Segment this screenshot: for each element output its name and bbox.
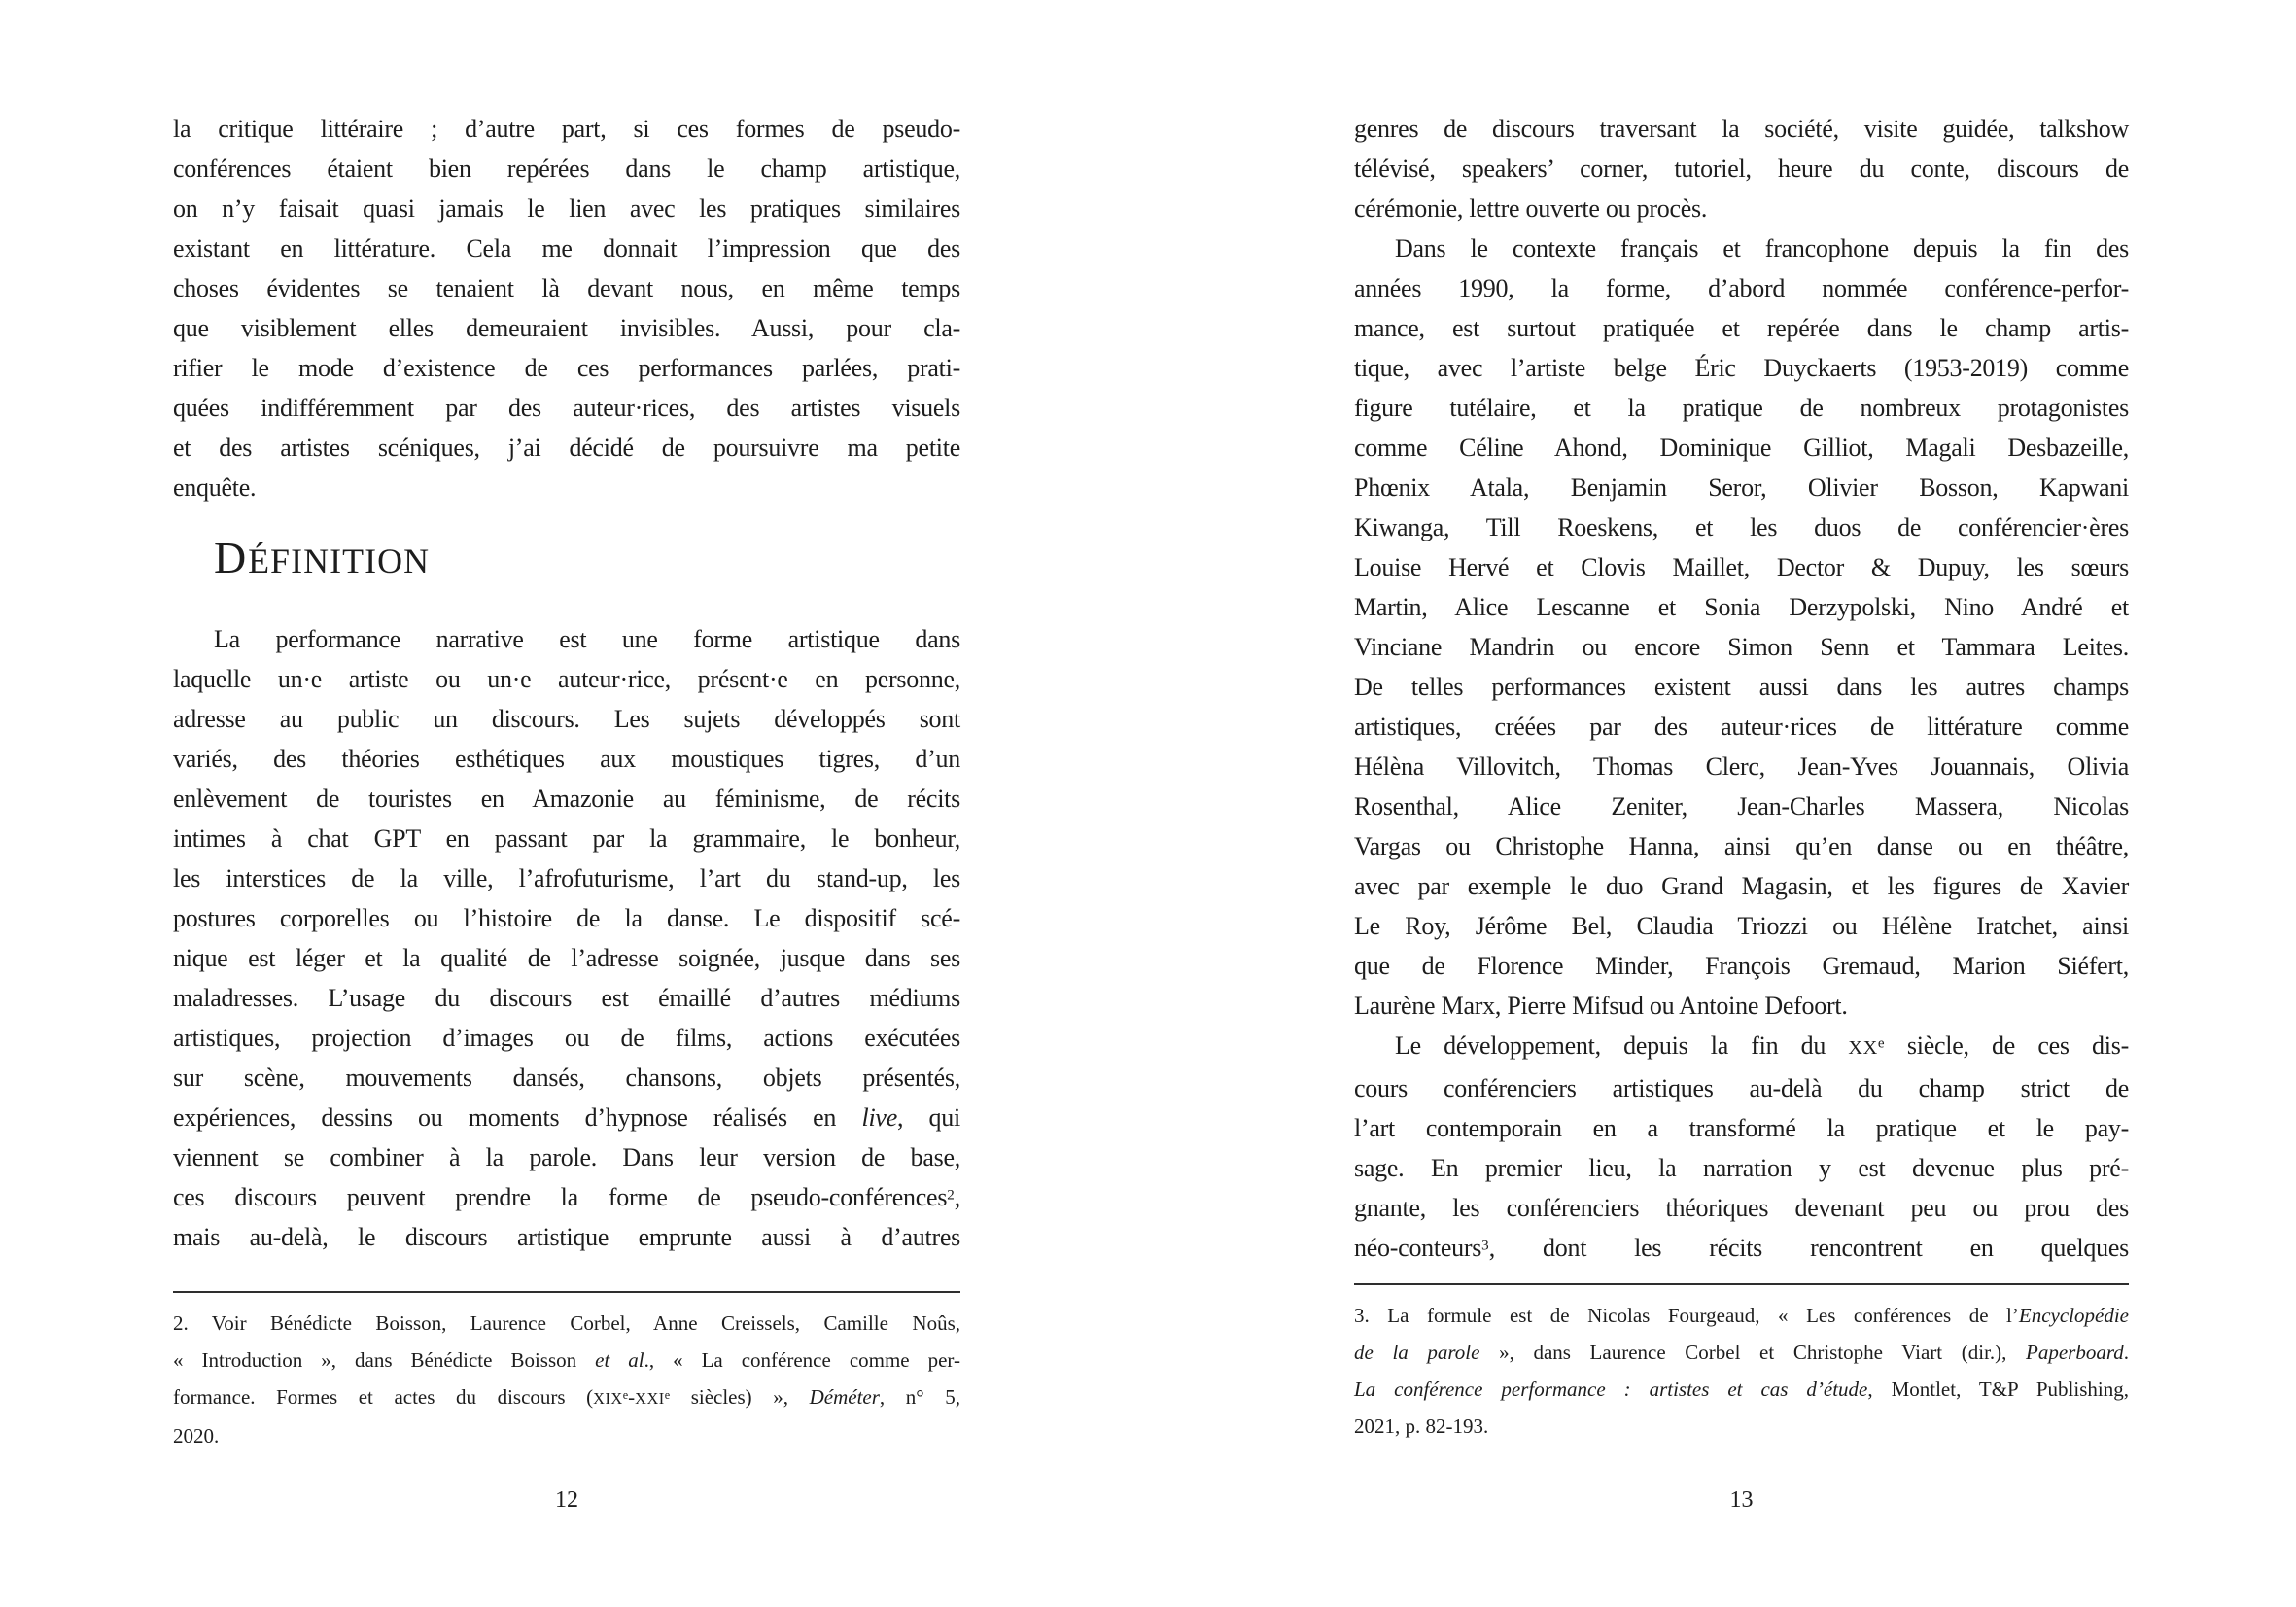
text-line: genres de discours traversant la société, visite guidée, talkshow (1354, 115, 2129, 143)
text-line: figure tutélaire, et la pratique de nombreux protagonistes (1354, 394, 2129, 422)
page-number-right: 13 (1729, 1487, 1754, 1513)
text-line: expériences, dessins ou moments d’hypnose réalisés en live, qui (173, 1103, 960, 1132)
text-line: Martin, Alice Lescanne et Sonia Derzypolski, Nino André et (1354, 593, 2129, 621)
text-line: Phœnix Atala, Benjamin Seror, Olivier Bosson, Kapwani (1354, 473, 2129, 502)
body-paragraph-context (1354, 228, 2129, 1026)
text-line: mance, est surtout pratiquée et repérée dans le champ artis- (1354, 314, 2129, 342)
text-line: Kiwanga, Till Roeskens, et les duos de conférencier·ères (1354, 513, 2129, 541)
text-line: postures corporelles ou l’histoire de la danse. Le dispositif scé- (173, 904, 960, 932)
body-paragraph-genres (1354, 109, 2129, 228)
text-line: 2. Voir Bénédicte Boisson, Laurence Corbel, Anne Creissels, Camille Noûs, (173, 1311, 960, 1335)
text-line: années 1990, la forme, d’abord nommée conférence-perfor- (1354, 274, 2129, 302)
footnote-2 (173, 1305, 960, 1454)
text-line: Hélèna Villovitch, Thomas Clerc, Jean-Yves Jouannais, Olivia (1354, 752, 2129, 781)
text-line: enlèvement de touristes en Amazonie au féminisme, de récits (173, 785, 960, 813)
text-line: intimes à chat GPT en passant par la grammaire, le bonheur, (173, 824, 960, 853)
text-line: variés, des théories esthétiques aux moustiques tigres, d’un (173, 745, 960, 773)
text-line: Rosenthal, Alice Zeniter, Jean-Charles Massera, Nicolas (1354, 792, 2129, 821)
text-line: sur scène, mouvements dansés, chansons, objets présentés, (173, 1064, 960, 1092)
text-line: artistiques, créées par des auteur·rices de littérature comme (1354, 713, 2129, 741)
text-line: de la parole », dans Laurence Corbel et Christophe Viart (dir.), Paperboard. (1354, 1341, 2129, 1364)
text-line: que de Florence Minder, François Gremaud, Marion Siéfert, (1354, 952, 2129, 980)
text-line: télévisé, speakers’ corner, tutoriel, heure du conte, discours de (1354, 155, 2129, 183)
text-line: néo-conteurs$^3$, dont les récits rencontrent en quelques (1354, 1234, 2129, 1262)
text-line: on n’y faisait quasi jamais le lien avec les pratiques similaires (173, 194, 960, 223)
text-line: tique, avec l’artiste belge Éric Duyckaerts (1953-2019) comme (1354, 354, 2129, 382)
text-line: comme Céline Ahond, Dominique Gilliot, Magali Desbazeille, (1354, 434, 2129, 462)
text-line: 2020. (173, 1424, 220, 1448)
text-line: mais au-delà, le discours artistique emprunte aussi à d’autres (173, 1223, 960, 1251)
text-line: 3. La formule est de Nicolas Fourgeaud, « Les conférences de l’Encyclopédie (1354, 1304, 2129, 1327)
text-line: enquête. (173, 473, 257, 502)
text-line: avec par exemple le duo Grand Magasin, et les figures de Xavier (1354, 872, 2129, 900)
text-line: que visiblement elles demeuraient invisibles. Aussi, pour cla- (173, 314, 960, 342)
text-line: La conférence performance : artistes et cas d’étude, Montlet, T&P Publishing, (1354, 1378, 2129, 1401)
text-line: « Introduction », dans Bénédicte Boisson et al., « La conférence comme per- (173, 1348, 961, 1372)
text-line: 2021, p. 82-193. (1354, 1415, 1489, 1438)
text-line: adresse au public un discours. Les sujets développés sont (173, 705, 960, 733)
text-line: la critique littéraire ; d’autre part, si ces formes de pseudo- (173, 115, 960, 143)
text-line: viennent se combiner à la parole. Dans leur version de base, (173, 1143, 960, 1171)
text-line: artistiques, projection d’images ou de films, actions exécutées (173, 1024, 960, 1052)
text-line: sage. En premier lieu, la narration y est devenue plus pré- (1354, 1154, 2129, 1182)
text-line: gnante, les conférenciers théoriques devenant peu ou prou des (1354, 1194, 2129, 1222)
text-line: La performance narrative est une forme artistique dans (214, 625, 960, 653)
body-paragraph-definition (173, 619, 960, 1257)
text-line: Dans le contexte français et francophone depuis la fin des (1395, 234, 2129, 262)
text-line: cérémonie, lettre ouverte ou procès. (1354, 194, 1708, 223)
footnote-divider (173, 1291, 960, 1293)
text-line: conférences étaient bien repérées dans le champ artistique, (173, 155, 960, 183)
text-line: ces discours peuvent prendre la forme de pseudo-conférences$^2$, (173, 1183, 960, 1211)
text-line: Louise Hervé et Clovis Maillet, Dector & Dupuy, les sœurs (1354, 553, 2129, 581)
page-right (1148, 0, 2296, 1607)
text-line: quées indifféremment par des auteur·rices, des artistes visuels (173, 394, 960, 422)
text-line: De telles performances existent aussi dans les autres champs (1354, 673, 2129, 701)
text-line: laquelle un·e artiste ou un·e auteur·rice, présent·e en personne, (173, 665, 960, 693)
footnote-3 (1354, 1297, 2129, 1445)
text-line: cours conférenciers artistiques au-delà du champ strict de (1354, 1074, 2129, 1102)
text-line: maladresses. L’usage du discours est émaillé d’autres médiums (173, 984, 960, 1012)
left-text-column (173, 0, 960, 1607)
text-line: Laurène Marx, Pierre Mifsud ou Antoine Defoort. (1354, 992, 1848, 1020)
footnote-divider (1354, 1283, 2129, 1285)
section-heading-definition: DÉFINITION (214, 533, 431, 582)
text-line: rifier le mode d’existence de ces performances parlées, prati- (173, 354, 960, 382)
body-paragraph-development (1354, 1026, 2129, 1268)
body-paragraph-continued (173, 109, 960, 507)
text-line: nique est léger et la qualité de l’adresse soignée, jusque dans ses (173, 944, 960, 972)
text-line: Le développement, depuis la fin du XXe siècle, de ces dis- (1395, 1031, 2129, 1060)
text-line: Vinciane Mandrin ou encore Simon Senn et Tammara Leites. (1354, 633, 2129, 661)
text-line: l’art contemporain en a transformé la pratique et le pay- (1354, 1114, 2129, 1142)
text-line: Le Roy, Jérôme Bel, Claudia Triozzi ou Hélène Iratchet, ainsi (1354, 912, 2129, 940)
text-line: formance. Formes et actes du discours (XIXe-XXIe siècles) », Déméter, n° 5, (173, 1385, 960, 1409)
text-line: Vargas ou Christophe Hanna, ainsi qu’en danse ou en théâtre, (1354, 832, 2129, 860)
text-line: existant en littérature. Cela me donnait l’impression que des (173, 234, 960, 262)
right-text-column (1354, 0, 2129, 1607)
text-line: choses évidentes se tenaient là devant nous, en même temps (173, 274, 960, 302)
page-number-left: 12 (555, 1487, 578, 1513)
text-line: et des artistes scéniques, j’ai décidé de poursuivre ma petite (173, 434, 960, 462)
text-line: les interstices de la ville, l’afrofuturisme, l’art du stand-up, les (173, 864, 960, 892)
